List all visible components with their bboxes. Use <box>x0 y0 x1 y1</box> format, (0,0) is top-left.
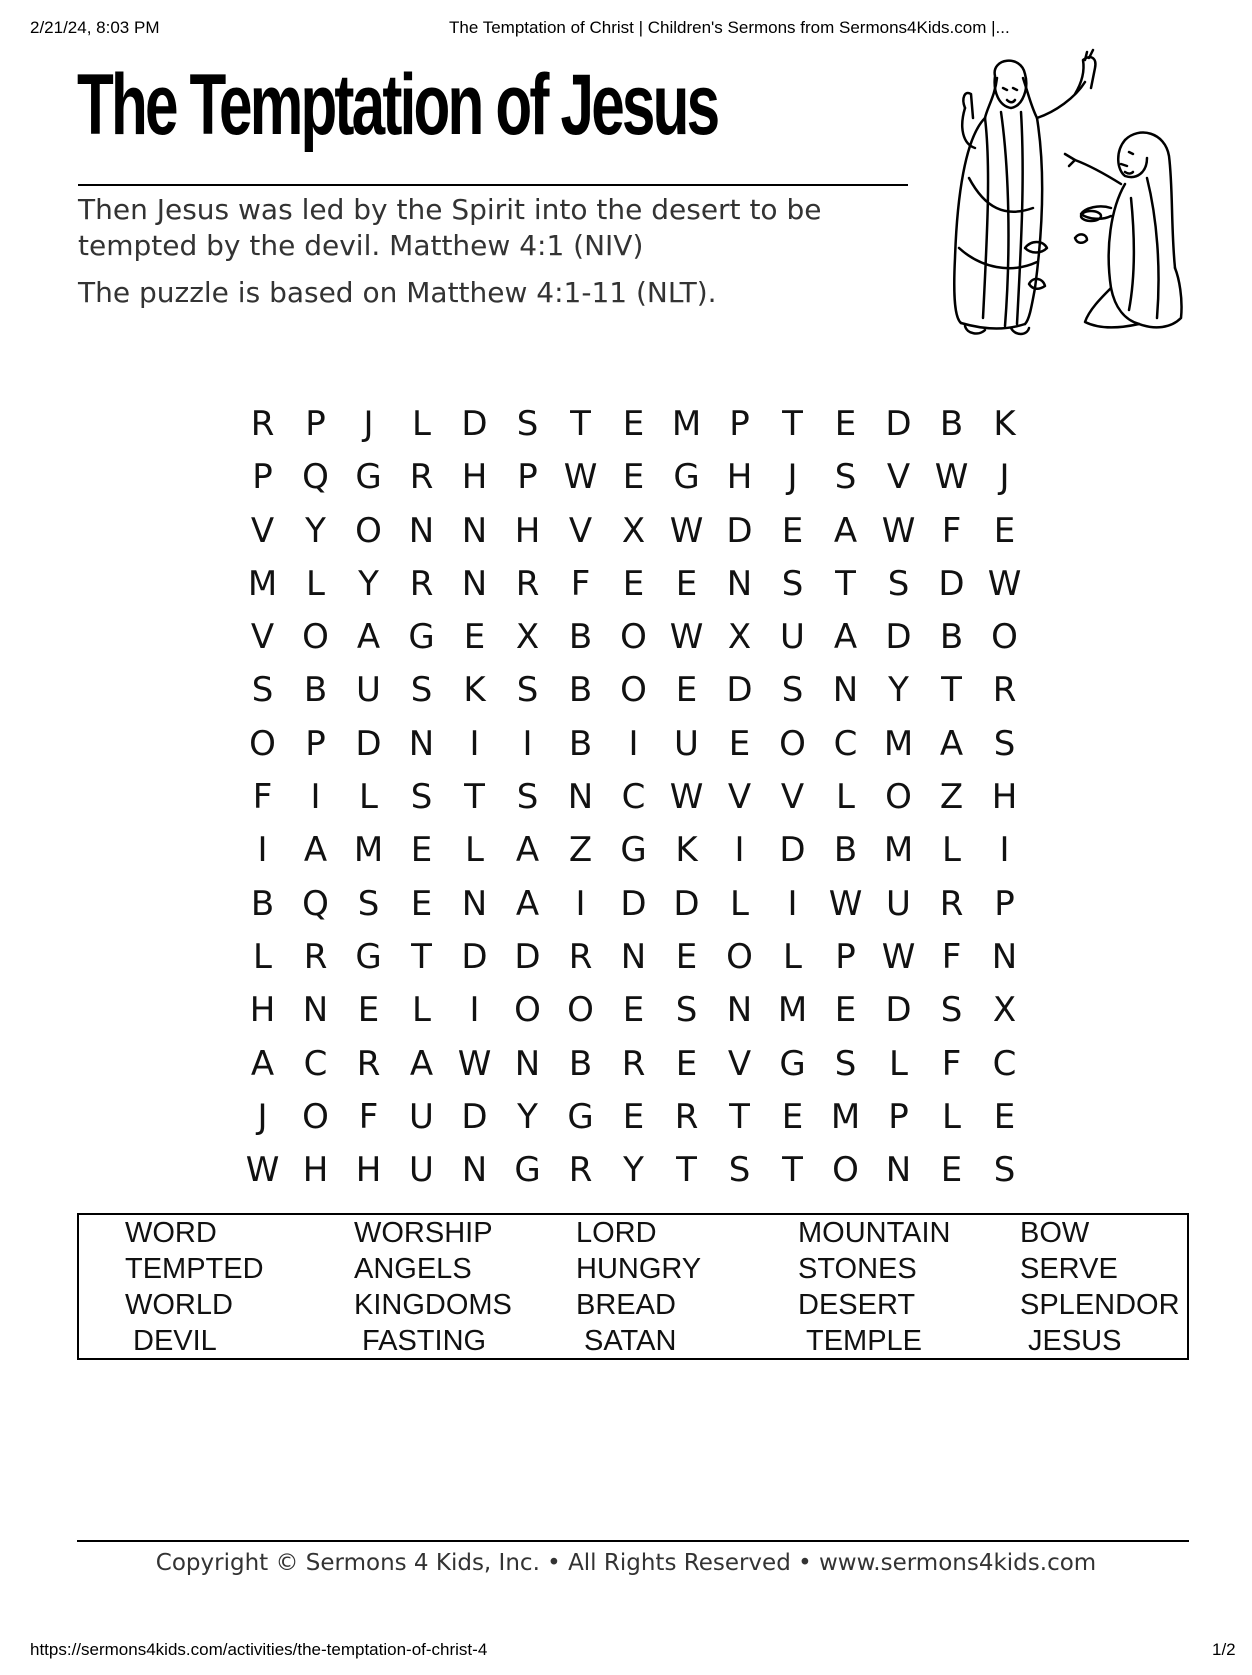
grid-letter: S <box>993 723 1016 764</box>
grid-letter: Z <box>568 830 593 871</box>
word-list-item: KINGDOMS <box>354 1289 512 1321</box>
word-list-item: HUNGRY <box>576 1253 702 1285</box>
grid-letter: T <box>464 777 485 818</box>
grid-letter: L <box>412 990 431 1031</box>
word-list-item: LORD <box>576 1217 657 1249</box>
grid-letter: N <box>408 510 435 551</box>
grid-letter: R <box>568 936 593 977</box>
grid-letter: N <box>885 1150 912 1191</box>
grid-letter: E <box>993 1096 1016 1137</box>
grid-letter: B <box>568 670 593 711</box>
grid-letter: B <box>833 830 858 871</box>
grid-letter: T <box>570 404 591 444</box>
grid-letter: K <box>675 830 698 871</box>
grid-letter: S <box>728 1150 751 1191</box>
grid-letter: D <box>726 510 753 551</box>
grid-letter: L <box>836 777 855 818</box>
grid-row <box>236 1144 1031 1197</box>
grid-letter: F <box>358 1096 379 1137</box>
grid-letter: L <box>465 830 484 871</box>
grid-letter: D <box>673 883 700 924</box>
title-divider <box>78 184 908 186</box>
grid-letter: R <box>621 1043 646 1084</box>
grid-letter: W <box>669 510 704 551</box>
grid-letter: G <box>355 457 382 498</box>
grid-letter: A <box>515 883 540 924</box>
grid-letter: N <box>514 1043 541 1084</box>
grid-letter: D <box>726 670 753 711</box>
grid-letter: M <box>883 830 914 871</box>
word-list-item: SERVE <box>1020 1253 1118 1285</box>
grid-letter: S <box>516 670 539 711</box>
grid-letter: T <box>411 936 432 977</box>
grid-letter: H <box>726 457 753 498</box>
grid-letter: S <box>357 883 380 924</box>
word-list-item: WORD <box>125 1217 217 1249</box>
grid-letter: F <box>941 510 962 551</box>
grid-letter: O <box>355 510 382 551</box>
grid-letter: I <box>575 883 586 924</box>
grid-letter: T <box>835 563 856 604</box>
grid-letter: A <box>515 830 540 871</box>
grid-letter: H <box>461 457 488 498</box>
grid-letter: A <box>409 1043 434 1084</box>
grid-letter: T <box>729 1096 750 1137</box>
grid-letter: M <box>671 404 702 444</box>
grid-letter: P <box>252 457 273 498</box>
grid-letter: H <box>991 777 1018 818</box>
grid-letter: O <box>832 1150 859 1191</box>
grid-letter: U <box>356 670 381 711</box>
grid-letter: E <box>463 617 486 658</box>
grid-row <box>236 824 1031 877</box>
grid-row <box>236 878 1031 931</box>
grid-letter: N <box>408 723 435 764</box>
word-list-item: BOW <box>1020 1217 1090 1249</box>
grid-letter: J <box>257 1096 268 1137</box>
grid-letter: P <box>305 723 326 764</box>
grid-row <box>236 398 1031 451</box>
grid-letter: S <box>834 457 857 498</box>
grid-letter: E <box>728 723 751 764</box>
grid-letter: O <box>514 990 541 1031</box>
grid-letter: W <box>934 457 969 498</box>
grid-letter: E <box>993 510 1016 551</box>
grid-letter: Z <box>939 777 964 818</box>
word-list-item: DEVIL <box>133 1325 217 1357</box>
grid-row <box>236 771 1031 824</box>
word-list-column <box>125 1215 264 1359</box>
grid-letter: L <box>306 563 325 604</box>
grid-letter: S <box>940 990 963 1031</box>
grid-letter: A <box>250 1043 275 1084</box>
grid-letter: B <box>568 617 593 658</box>
grid-letter: O <box>249 723 276 764</box>
grid-row <box>236 505 1031 558</box>
grid-letter: I <box>787 883 798 924</box>
grid-letter: A <box>939 723 964 764</box>
grid-letter: W <box>828 883 863 924</box>
grid-letter: L <box>783 936 802 977</box>
grid-letter: H <box>514 510 541 551</box>
grid-letter: E <box>675 563 698 604</box>
grid-letter: V <box>780 777 805 818</box>
grid-letter: R <box>356 1043 381 1084</box>
grid-letter: O <box>620 617 647 658</box>
word-list-box <box>77 1213 1189 1360</box>
grid-letter: Y <box>517 1096 538 1137</box>
grid-row <box>236 664 1031 717</box>
grid-letter: M <box>777 990 808 1031</box>
grid-letter: K <box>993 404 1016 444</box>
grid-letter: V <box>568 510 593 551</box>
grid-letter: E <box>410 830 433 871</box>
grid-letter: W <box>669 617 704 658</box>
grid-letter: U <box>409 1150 434 1191</box>
grid-letter: R <box>992 670 1017 711</box>
word-list-item: MOUNTAIN <box>798 1217 951 1249</box>
grid-letter: R <box>515 563 540 604</box>
jesus-and-satan-line-drawing-icon <box>925 48 1187 358</box>
word-list-column <box>1020 1215 1180 1359</box>
grid-letter: S <box>516 777 539 818</box>
grid-letter: J <box>363 404 374 444</box>
grid-letter: P <box>305 404 326 444</box>
grid-letter: C <box>833 723 858 764</box>
grid-letter: V <box>727 1043 752 1084</box>
grid-letter: Y <box>888 670 909 711</box>
grid-letter: G <box>673 457 700 498</box>
grid-letter: Q <box>302 883 329 924</box>
word-list-column <box>798 1215 951 1359</box>
grid-letter: O <box>302 1096 329 1137</box>
grid-letter: S <box>781 563 804 604</box>
grid-letter: S <box>781 670 804 711</box>
grid-letter: E <box>675 670 698 711</box>
grid-letter: F <box>252 777 273 818</box>
grid-letter: R <box>250 404 275 444</box>
grid-letter: D <box>620 883 647 924</box>
grid-letter: X <box>727 617 752 658</box>
grid-letter: L <box>359 777 378 818</box>
copyright-notice: Copyright © Sermons 4 Kids, Inc. • All Rights Reserved • www.sermons4kids.com <box>155 1550 1097 1576</box>
grid-row <box>236 558 1031 611</box>
grid-letter: I <box>628 723 639 764</box>
grid-letter: V <box>250 510 275 551</box>
grid-letter: X <box>992 990 1017 1031</box>
grid-letter: B <box>303 670 328 711</box>
grid-letter: Y <box>623 1150 644 1191</box>
grid-row <box>236 451 1031 504</box>
word-list-item: BREAD <box>576 1289 676 1321</box>
grid-letter: F <box>941 936 962 977</box>
grid-letter: T <box>941 670 962 711</box>
grid-letter: S <box>410 670 433 711</box>
grid-letter: I <box>522 723 533 764</box>
grid-letter: P <box>835 936 856 977</box>
grid-letter: I <box>257 830 268 871</box>
grid-letter: P <box>994 883 1015 924</box>
grid-letter: B <box>939 617 964 658</box>
grid-letter: D <box>779 830 806 871</box>
grid-letter: C <box>303 1043 328 1084</box>
grid-letter: N <box>461 563 488 604</box>
grid-letter: N <box>302 990 329 1031</box>
word-list-item: DESERT <box>798 1289 916 1321</box>
grid-letter: S <box>993 1150 1016 1191</box>
grid-letter: C <box>621 777 646 818</box>
grid-letter: D <box>885 617 912 658</box>
word-list-item: JESUS <box>1028 1325 1122 1357</box>
print-page-title: The Temptation of Christ | Children's Sermons from Sermons4Kids.com |... <box>449 18 1010 37</box>
grid-letter: P <box>888 1096 909 1137</box>
grid-letter: H <box>249 990 276 1031</box>
grid-letter: B <box>250 883 275 924</box>
grid-letter: K <box>463 670 486 711</box>
grid-letter: W <box>987 563 1022 604</box>
grid-letter: F <box>941 1043 962 1084</box>
word-list-column <box>576 1215 701 1359</box>
grid-letter: W <box>881 510 916 551</box>
grid-letter: M <box>247 563 278 604</box>
grid-letter: G <box>620 830 647 871</box>
grid-letter: E <box>410 883 433 924</box>
grid-letter: O <box>567 990 594 1031</box>
grid-letter: N <box>991 936 1018 977</box>
grid-letter: A <box>833 510 858 551</box>
grid-letter: L <box>412 404 431 444</box>
grid-letter: M <box>353 830 384 871</box>
grid-letter: Y <box>305 510 326 551</box>
grid-row <box>236 718 1031 771</box>
grid-letter: O <box>726 936 753 977</box>
print-page-number: 1/2 <box>1212 1640 1236 1659</box>
grid-letter: G <box>567 1096 594 1137</box>
grid-row <box>236 984 1031 1037</box>
grid-letter: M <box>830 1096 861 1137</box>
verse-line-2: tempted by the devil. Matthew 4:1 (NIV) <box>78 229 644 262</box>
grid-letter: W <box>563 457 598 498</box>
grid-letter: H <box>355 1150 382 1191</box>
grid-letter: J <box>787 457 798 498</box>
grid-letter: A <box>833 617 858 658</box>
grid-letter: V <box>250 617 275 658</box>
grid-letter: F <box>570 563 591 604</box>
word-list-item: TEMPTED <box>125 1253 264 1285</box>
word-list-item: WORSHIP <box>354 1217 493 1249</box>
worksheet-title: The Temptation of Jesus <box>77 57 718 153</box>
grid-letter: O <box>991 617 1018 658</box>
grid-letter: E <box>834 404 857 444</box>
grid-letter: R <box>409 563 434 604</box>
grid-letter: O <box>620 670 647 711</box>
grid-letter: E <box>834 990 857 1031</box>
grid-letter: U <box>674 723 699 764</box>
grid-letter: D <box>514 936 541 977</box>
verse-line-1: Then Jesus was led by the Spirit into the desert to be <box>78 193 822 226</box>
grid-letter: R <box>674 1096 699 1137</box>
grid-letter: E <box>622 563 645 604</box>
grid-letter: I <box>734 830 745 871</box>
grid-letter: R <box>303 936 328 977</box>
grid-letter: E <box>675 1043 698 1084</box>
grid-letter: W <box>457 1043 492 1084</box>
word-list-item: STONES <box>798 1253 917 1285</box>
grid-letter: G <box>779 1043 806 1084</box>
grid-letter: N <box>832 670 859 711</box>
grid-letter: L <box>942 1096 961 1137</box>
grid-letter: L <box>889 1043 908 1084</box>
grid-letter: Q <box>302 457 329 498</box>
grid-letter: N <box>726 563 753 604</box>
print-datetime: 2/21/24, 8:03 PM <box>30 18 160 37</box>
grid-letter: I <box>469 723 480 764</box>
grid-letter: D <box>885 404 912 444</box>
grid-letter: N <box>461 883 488 924</box>
print-url: https://sermons4kids.com/activities/the-temptation-of-christ-4 <box>30 1640 488 1659</box>
grid-letter: E <box>781 510 804 551</box>
grid-letter: O <box>885 777 912 818</box>
word-list-item: SPLENDOR <box>1020 1289 1180 1321</box>
grid-letter: E <box>940 1150 963 1191</box>
grid-letter: S <box>251 670 274 711</box>
grid-letter: X <box>621 510 646 551</box>
grid-letter: S <box>516 404 539 444</box>
grid-letter: U <box>780 617 805 658</box>
grid-letter: E <box>622 1096 645 1137</box>
grid-letter: N <box>620 936 647 977</box>
grid-letter: D <box>355 723 382 764</box>
grid-row <box>236 611 1031 664</box>
grid-row <box>236 931 1031 984</box>
grid-letter: P <box>729 404 750 444</box>
grid-letter: S <box>887 563 910 604</box>
grid-letter: B <box>568 723 593 764</box>
grid-letter: T <box>676 1150 697 1191</box>
grid-letter: J <box>999 457 1010 498</box>
grid-letter: U <box>886 883 911 924</box>
grid-letter: W <box>245 1150 280 1191</box>
grid-letter: D <box>885 990 912 1031</box>
grid-letter: E <box>781 1096 804 1137</box>
grid-letter: V <box>886 457 911 498</box>
grid-letter: T <box>782 1150 803 1191</box>
footer-divider <box>77 1540 1189 1542</box>
grid-letter: O <box>779 723 806 764</box>
grid-letter: S <box>410 777 433 818</box>
grid-row <box>236 1091 1031 1144</box>
grid-letter: W <box>669 777 704 818</box>
grid-letter: N <box>461 1150 488 1191</box>
word-list-item: TEMPLE <box>806 1325 923 1357</box>
grid-letter: E <box>622 404 645 444</box>
grid-letter: B <box>568 1043 593 1084</box>
grid-letter: A <box>303 830 328 871</box>
grid-letter: N <box>567 777 594 818</box>
grid-letter: C <box>992 1043 1017 1084</box>
grid-letter: G <box>408 617 435 658</box>
grid-letter: P <box>517 457 538 498</box>
grid-letter: E <box>357 990 380 1031</box>
grid-letter: V <box>727 777 752 818</box>
grid-letter: S <box>675 990 698 1031</box>
grid-letter: D <box>461 1096 488 1137</box>
grid-letter: W <box>881 936 916 977</box>
grid-letter: Y <box>358 563 379 604</box>
grid-letter: M <box>883 723 914 764</box>
word-list-column <box>354 1215 512 1359</box>
grid-letter: R <box>568 1150 593 1191</box>
grid-letter: D <box>461 404 488 444</box>
grid-letter: R <box>939 883 964 924</box>
grid-letter: S <box>834 1043 857 1084</box>
grid-letter: H <box>302 1150 329 1191</box>
grid-letter: L <box>253 936 272 977</box>
grid-letter: O <box>302 617 329 658</box>
grid-letter: G <box>355 936 382 977</box>
grid-letter: X <box>515 617 540 658</box>
grid-letter: D <box>938 563 965 604</box>
word-list-item: WORLD <box>125 1289 233 1321</box>
grid-letter: N <box>726 990 753 1031</box>
grid-letter: I <box>310 777 321 818</box>
grid-letter: L <box>730 883 749 924</box>
grid-letter: U <box>409 1096 434 1137</box>
grid-letter: E <box>675 936 698 977</box>
word-list-item: FASTING <box>362 1325 487 1357</box>
grid-letter: I <box>469 990 480 1031</box>
grid-letter: L <box>942 830 961 871</box>
grid-letter: E <box>622 457 645 498</box>
word-list-item: ANGELS <box>354 1253 472 1285</box>
grid-letter: E <box>622 990 645 1031</box>
grid-letter: I <box>999 830 1010 871</box>
grid-letter: B <box>939 404 964 444</box>
grid-row <box>236 1038 1031 1091</box>
grid-letter: R <box>409 457 434 498</box>
grid-letter: A <box>356 617 381 658</box>
word-list-item: SATAN <box>584 1325 677 1357</box>
grid-letter: G <box>514 1150 541 1191</box>
puzzle-note: The puzzle is based on Matthew 4:1-11 (NLT). <box>78 276 717 309</box>
grid-letter: D <box>461 936 488 977</box>
word-search-grid <box>236 398 1031 1197</box>
grid-letter: T <box>782 404 803 444</box>
grid-letter: N <box>461 510 488 551</box>
